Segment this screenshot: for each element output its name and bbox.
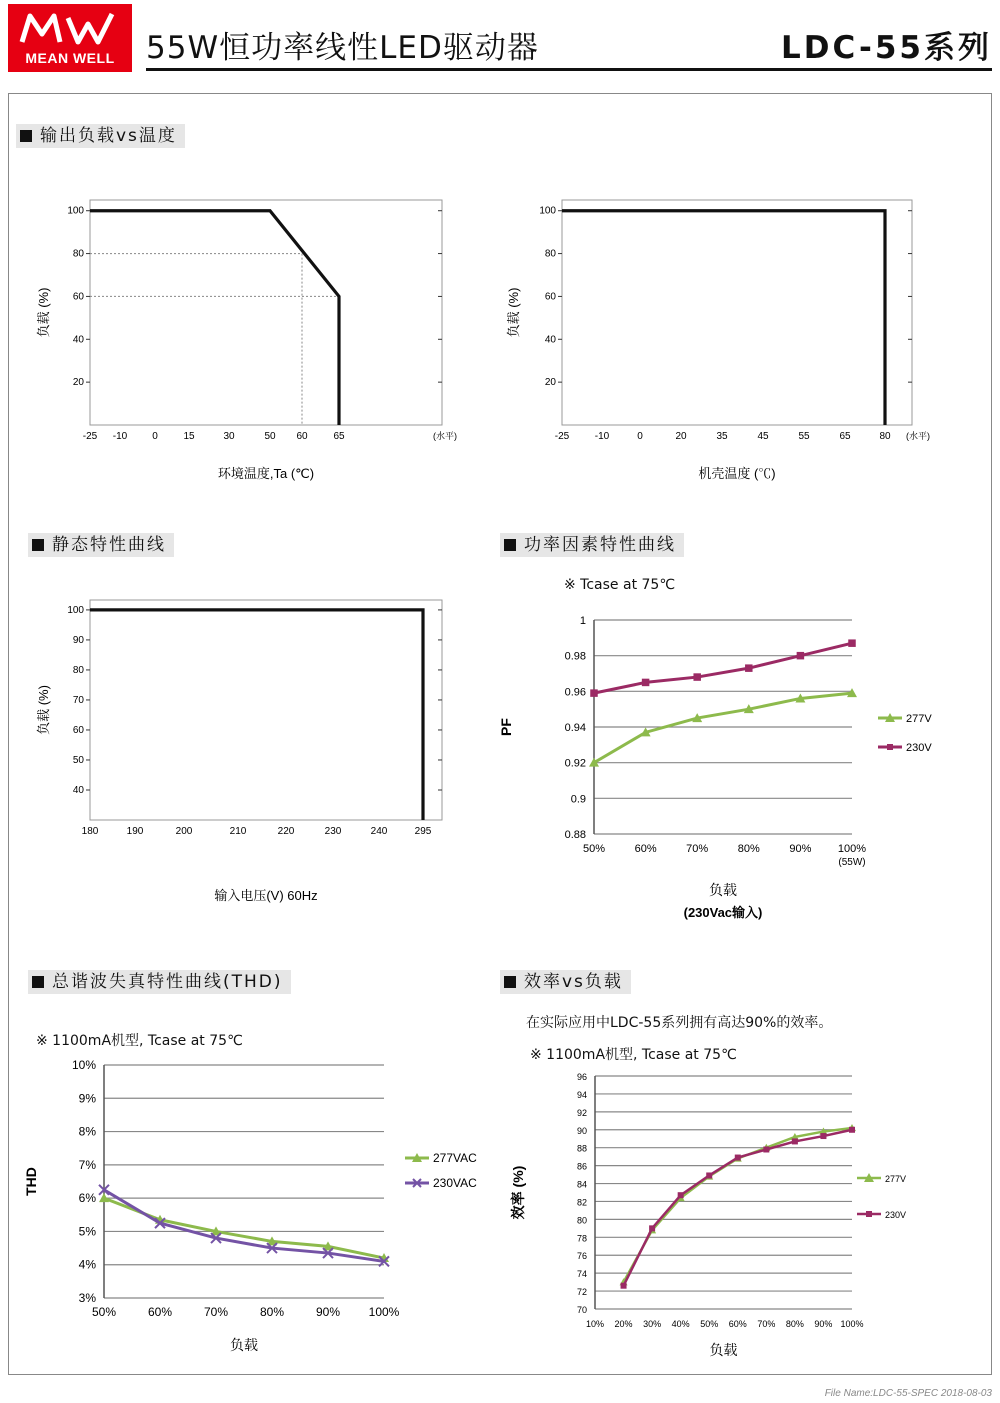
section-label: 总谐波失真特性曲线(THD) <box>52 972 283 992</box>
x-tick-label: 65 <box>333 431 345 442</box>
logo-text: MEAN WELL <box>25 50 115 66</box>
x-tick-label: 80% <box>737 843 760 855</box>
chart-power-factor <box>495 605 955 925</box>
y-tick-label: 92 <box>576 1107 587 1118</box>
plot-area <box>90 600 442 820</box>
x-tick-label: 20% <box>614 1319 633 1329</box>
y-tick-label: 0.88 <box>564 829 586 841</box>
plot-area <box>562 200 912 425</box>
data-point-230V <box>706 1172 712 1178</box>
x-tick-label: 80% <box>785 1319 804 1329</box>
y-tick-label: 72 <box>576 1287 587 1298</box>
x-tick-label: -25 <box>82 431 98 442</box>
x-tick-label: 40% <box>671 1319 690 1329</box>
y-tick-label: 80 <box>72 664 84 676</box>
series-line-277V <box>594 693 852 763</box>
section-static <box>28 533 174 557</box>
series-line-277VAC <box>104 1198 384 1258</box>
x-tick-label: 50% <box>582 843 606 855</box>
x-tick-label: 0 <box>152 431 158 442</box>
x-tick-label: 70% <box>203 1305 229 1319</box>
x-axis-label: 负载 <box>709 1342 738 1358</box>
y-tick-label: 100 <box>67 604 84 616</box>
y-tick-label: 9% <box>78 1091 96 1106</box>
y-tick-label: 74 <box>576 1269 587 1280</box>
x-axis-label: 机壳温度 (℃) <box>698 466 776 481</box>
y-tick-label: 88 <box>576 1143 587 1154</box>
chart-efficiency <box>505 1065 945 1365</box>
x-tick-label: 90% <box>814 1319 833 1329</box>
series-line-230V <box>624 1130 852 1286</box>
series-line-230V <box>594 643 852 693</box>
legend-label-230V: 230V <box>906 742 932 754</box>
x-tick-label: 70% <box>686 843 709 855</box>
data-point-230V <box>642 679 650 687</box>
x-tick-label: 210 <box>229 826 247 837</box>
section-label: 输出负载vs温度 <box>40 126 177 146</box>
x-axis-sublabel: (230Vac输入) <box>683 905 763 920</box>
legend-label-277V: 277V <box>906 713 932 725</box>
data-point-230V <box>678 1192 684 1198</box>
y-tick-label: 3% <box>78 1291 96 1305</box>
header-divider <box>146 68 992 71</box>
x-axis-label: 负载 <box>709 882 737 898</box>
x-tick-label: 200 <box>175 826 193 837</box>
x-tick-label: 90% <box>789 843 812 855</box>
y-tick-label: 40 <box>72 334 84 346</box>
data-point-230V <box>763 1146 769 1152</box>
y-tick-label: 4% <box>78 1257 96 1272</box>
x-tick-label: 50% <box>700 1319 719 1329</box>
x-tick-label: 65 <box>839 431 851 442</box>
page-title: 55W恒功率线性LED驱动器 <box>146 30 539 66</box>
section-pf <box>500 533 684 557</box>
x-tick-label: 0 <box>637 431 643 442</box>
x-tick-label: 100% <box>837 843 867 855</box>
section-load-vs-temp <box>16 124 185 148</box>
x-tick-label: 60% <box>147 1305 173 1319</box>
section-label: 静态特性曲线 <box>52 535 166 555</box>
x-tick-label: 50% <box>91 1305 117 1319</box>
legend-label-277VAC: 277VAC <box>433 1151 477 1165</box>
y-tick-label: 80 <box>576 1215 587 1226</box>
x-tick-label: 50 <box>264 431 276 442</box>
section-label: 功率因素特性曲线 <box>524 535 676 555</box>
y-tick-label: 82 <box>576 1197 587 1208</box>
chart-static-characteristic <box>30 590 460 910</box>
y-axis-label: 负载 (%) <box>36 685 51 735</box>
y-tick-label: 100 <box>539 205 556 217</box>
eff-note: ※ 1100mA机型, Tcase at 75℃ <box>530 1047 737 1063</box>
y-tick-label: 6% <box>78 1191 96 1206</box>
y-axis-label: 负载 (%) <box>36 287 51 338</box>
y-axis-label: THD <box>23 1167 39 1196</box>
chart-case-temp-derating <box>500 190 950 490</box>
x-axis-label: 环境温度,Ta (℃) <box>217 466 315 481</box>
x-tick-label: 100% <box>840 1319 864 1329</box>
derating-curve <box>90 610 423 820</box>
y-tick-label: 10% <box>71 1058 96 1072</box>
section-eff <box>500 970 631 994</box>
y-tick-label: 78 <box>576 1233 587 1244</box>
legend-label-277V: 277V <box>885 1174 907 1184</box>
x-tick-label: 15 <box>183 431 195 442</box>
y-tick-label: 80 <box>72 248 84 260</box>
x-tick-label: 70% <box>757 1319 776 1329</box>
x-tick-label: -10 <box>594 431 610 442</box>
series-line-277V <box>624 1128 852 1282</box>
y-tick-label: 70 <box>576 1305 587 1315</box>
y-tick-label: 40 <box>544 334 556 346</box>
y-tick-label: 0.92 <box>564 757 586 770</box>
data-point-230V <box>820 1133 826 1139</box>
thd-note: ※ 1100mA机型, Tcase at 75℃ <box>36 1033 243 1049</box>
footer-filename: File Name:LDC-55-SPEC 2018-08-03 <box>824 1388 992 1399</box>
x-tick-label: 55 <box>798 431 810 442</box>
x-tick-sublabel: (55W) <box>838 857 866 868</box>
square-bullet-icon <box>504 539 516 551</box>
chart-thd <box>20 1055 490 1360</box>
data-point-230V <box>649 1225 655 1231</box>
mw-logo-icon <box>8 8 132 48</box>
x-tick-label: -10 <box>112 431 128 442</box>
page-header <box>0 0 1000 76</box>
y-axis-label: 效率 (%) <box>510 1165 526 1220</box>
data-point-230V <box>693 673 701 681</box>
section-thd <box>28 970 291 994</box>
y-tick-label: 7% <box>78 1157 96 1172</box>
y-axis-label: 负载 (%) <box>506 287 521 338</box>
y-tick-label: 90 <box>72 634 84 646</box>
y-tick-label: 1 <box>579 615 586 627</box>
x-axis-label: 负载 <box>230 1337 258 1353</box>
pf-note: ※ Tcase at 75℃ <box>564 577 676 593</box>
y-tick-label: 40 <box>72 784 84 796</box>
y-tick-label: 20 <box>72 377 84 389</box>
y-tick-label: 8% <box>78 1124 96 1139</box>
data-point-230V <box>848 639 856 647</box>
y-tick-label: 5% <box>78 1224 96 1239</box>
x-tick-label: 220 <box>277 826 295 837</box>
x-tick-label: 295 <box>414 826 432 837</box>
x-tick-label: 45 <box>757 431 769 442</box>
y-tick-label: 60 <box>72 724 84 736</box>
data-point-230V <box>797 652 805 660</box>
data-point-230V <box>792 1138 798 1144</box>
x-tick-label: 20 <box>675 431 687 442</box>
x-unit-label: (水平) <box>433 431 457 441</box>
x-tick-label: 80 <box>879 431 891 442</box>
x-tick-label: 60% <box>634 843 657 855</box>
x-tick-label: 100% <box>368 1305 400 1319</box>
data-point-230V <box>590 689 598 697</box>
y-tick-label: 0.96 <box>564 686 586 699</box>
x-tick-label: 10% <box>585 1319 605 1329</box>
plot-area <box>90 200 442 425</box>
derating-curve <box>562 211 885 425</box>
x-tick-label: 90% <box>315 1305 341 1319</box>
mean-well-logo <box>8 4 132 72</box>
x-tick-label: 240 <box>370 826 388 837</box>
x-tick-label: 60% <box>728 1319 747 1329</box>
x-tick-label: 230 <box>324 826 342 837</box>
series-name: LDC-55系列 <box>781 30 992 66</box>
legend-marker <box>887 744 893 750</box>
square-bullet-icon <box>32 539 44 551</box>
x-tick-label: 30% <box>643 1319 662 1329</box>
square-bullet-icon <box>20 130 32 142</box>
x-tick-label: 80% <box>259 1305 285 1319</box>
legend-marker <box>866 1211 872 1217</box>
data-point-230V <box>621 1283 627 1289</box>
data-point-230V <box>745 664 753 672</box>
chart-ambient-temp-derating <box>30 190 470 490</box>
x-tick-label: 180 <box>81 826 99 837</box>
x-tick-label: 30 <box>223 431 235 442</box>
x-axis-label: 输入电压(V) 60Hz <box>214 888 318 903</box>
y-tick-label: 70 <box>72 694 84 706</box>
legend-label-230VAC: 230VAC <box>433 1176 477 1190</box>
x-unit-label: (水平) <box>906 431 930 441</box>
y-tick-label: 50 <box>72 754 84 766</box>
y-tick-label: 0.98 <box>564 650 586 663</box>
eff-description: 在实际应用中LDC-55系列拥有高达90%的效率。 <box>526 1015 833 1031</box>
x-tick-label: -25 <box>554 431 570 442</box>
legend-label-230V: 230V <box>885 1210 907 1220</box>
y-tick-label: 0.9 <box>570 793 586 806</box>
y-tick-label: 0.94 <box>564 722 586 734</box>
y-axis-label: PF <box>498 718 514 736</box>
y-tick-label: 76 <box>576 1251 587 1262</box>
data-point-230V <box>849 1127 855 1133</box>
y-tick-label: 96 <box>576 1072 587 1082</box>
y-tick-label: 86 <box>576 1161 587 1172</box>
y-tick-label: 90 <box>576 1125 587 1136</box>
x-tick-label: 35 <box>716 431 728 442</box>
square-bullet-icon <box>32 976 44 988</box>
y-tick-label: 100 <box>67 205 84 217</box>
y-tick-label: 84 <box>576 1179 587 1190</box>
y-tick-label: 60 <box>544 291 556 303</box>
data-point-230V <box>735 1155 741 1161</box>
square-bullet-icon <box>504 976 516 988</box>
x-tick-label: 60 <box>296 431 308 442</box>
x-tick-label: 190 <box>126 826 144 837</box>
y-tick-label: 80 <box>544 248 556 260</box>
section-label: 效率vs负载 <box>524 972 623 992</box>
y-tick-label: 94 <box>576 1089 587 1100</box>
y-tick-label: 20 <box>544 377 556 389</box>
y-tick-label: 60 <box>72 291 84 303</box>
